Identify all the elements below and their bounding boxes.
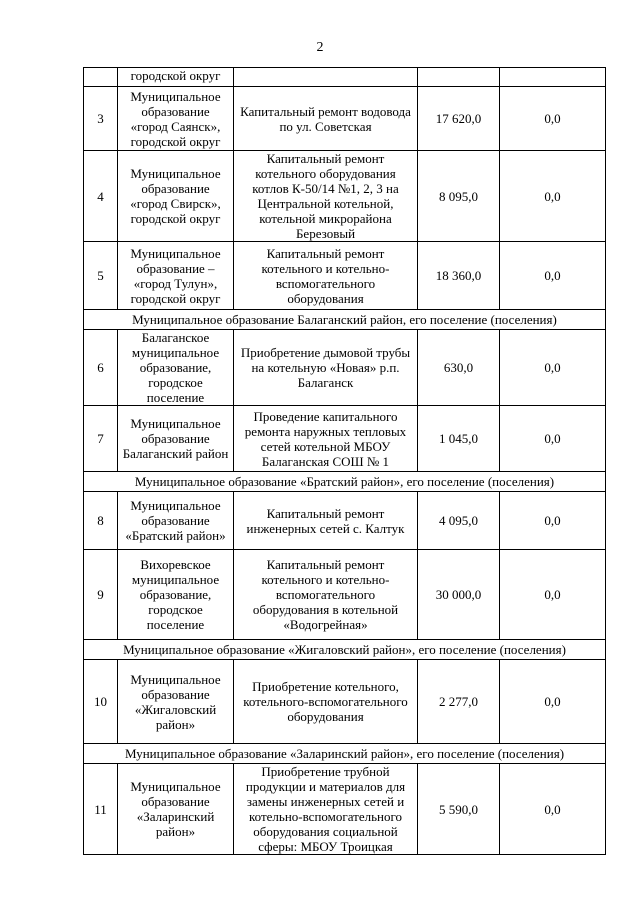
description-cell: Капитальный ремонт водовода по ул. Советская [234,87,418,151]
amount-cell: 1 045,0 [418,406,500,472]
row-number-cell: 9 [84,550,118,640]
amount-cell: 630,0 [418,330,500,406]
amount-cell: 17 620,0 [418,87,500,151]
section-title: Муниципальное образование Балаганский район, его поселение (поселения) [84,310,606,330]
table-row [84,68,606,87]
amount-cell: 2 277,0 [418,660,500,744]
section-row [84,744,606,764]
description-cell: Проведение капитального ремонта наружных тепловых сетей котельной МБОУ Балаганская СОШ № 1 [234,406,418,472]
section-row [84,472,606,492]
other-amount-cell: 0,0 [500,550,606,640]
row-number-cell: 4 [84,151,118,242]
other-amount-cell: 0,0 [500,242,606,310]
table-row [84,550,606,640]
description-cell: Капитальный ремонт котельного оборудования котлов К-50/14 №1, 2, 3 на Центральной котельной, котельной микрорайона Березовый [234,151,418,242]
row-number-cell [84,68,118,87]
municipality-cell: Муниципальное образование «Жигаловский район» [118,660,234,744]
other-amount-cell [500,68,606,87]
row-number-cell: 10 [84,660,118,744]
table-row [84,406,606,472]
description-cell: Приобретение дымовой трубы на котельную «Новая» р.п. Балаганск [234,330,418,406]
section-title: Муниципальное образование «Братский район», его поселение (поселения) [84,472,606,492]
table-row [84,492,606,550]
other-amount-cell: 0,0 [500,87,606,151]
table-row [84,87,606,151]
municipality-cell: Муниципальное образование «город Саянск», городской округ [118,87,234,151]
table-row [84,330,606,406]
section-row [84,310,606,330]
description-cell: Капитальный ремонт котельного и котельно-вспомогательного оборудования в котельной «Водогрейная» [234,550,418,640]
municipality-cell: Муниципальное образование Балаганский район [118,406,234,472]
section-title: Муниципальное образование «Жигаловский район», его поселение (поселения) [84,640,606,660]
description-cell: Капитальный ремонт инженерных сетей с. Калтук [234,492,418,550]
row-number-cell: 11 [84,764,118,855]
description-cell [234,68,418,87]
section-title: Муниципальное образование «Заларинский район», его поселение (поселения) [84,744,606,764]
amount-cell [418,68,500,87]
other-amount-cell: 0,0 [500,406,606,472]
amount-cell: 4 095,0 [418,492,500,550]
row-number-cell: 7 [84,406,118,472]
description-cell: Приобретение котельного, котельного-вспомогательного оборудования [234,660,418,744]
funding-table [83,67,606,855]
table-row [84,660,606,744]
municipality-cell: Муниципальное образование – «город Тулун», городской округ [118,242,234,310]
municipality-cell: Вихоревское муниципальное образование, городское поселение [118,550,234,640]
amount-cell: 30 000,0 [418,550,500,640]
other-amount-cell: 0,0 [500,764,606,855]
municipality-cell: городской округ [118,68,234,87]
municipality-cell: Муниципальное образование «Заларинский район» [118,764,234,855]
other-amount-cell: 0,0 [500,660,606,744]
row-number-cell: 3 [84,87,118,151]
amount-cell: 8 095,0 [418,151,500,242]
other-amount-cell: 0,0 [500,151,606,242]
table-row [84,242,606,310]
section-row [84,640,606,660]
amount-cell: 5 590,0 [418,764,500,855]
municipality-cell: Балаганское муниципальное образование, городское поселение [118,330,234,406]
table-body [84,68,606,855]
row-number-cell: 6 [84,330,118,406]
description-cell: Капитальный ремонт котельного и котельно-вспомогательного оборудования [234,242,418,310]
other-amount-cell: 0,0 [500,492,606,550]
row-number-cell: 8 [84,492,118,550]
table-row [84,151,606,242]
municipality-cell: Муниципальное образование «город Свирск», городской округ [118,151,234,242]
amount-cell: 18 360,0 [418,242,500,310]
other-amount-cell: 0,0 [500,330,606,406]
table-row [84,764,606,855]
page-number: 2 [316,40,324,55]
description-cell: Приобретение трубной продукции и материалов для замены инженерных сетей и котельно-вспомогательного оборудования социальной сферы: МБОУ Троицкая [234,764,418,855]
row-number-cell: 5 [84,242,118,310]
municipality-cell: Муниципальное образование «Братский район» [118,492,234,550]
